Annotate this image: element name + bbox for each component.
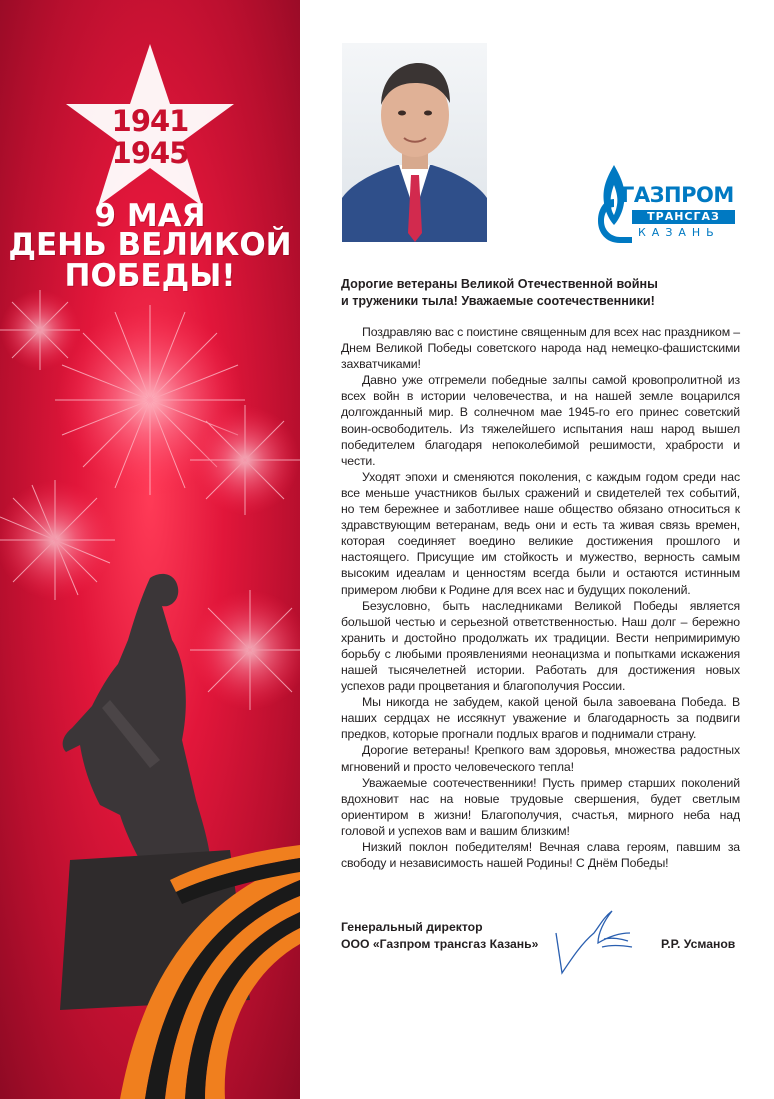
logo-city: КАЗАНЬ xyxy=(638,226,720,239)
letter-paragraph: Безусловно, быть наследниками Великой Победы является большой честью и серьезной ответственностью. Наш долг – бережно хранить и достойно продолжать их традиции. Вести непримиримую борьбу с любыми проявлениями неонацизма и попытками искажения нашей тысячелетней истории. Работать для достижения новых успехов ради процветания и благополучия России. xyxy=(341,598,740,694)
letter-paragraph: Низкий поклон победителям! Вечная слава героям, павшим за свободу и независимость нашей Родины! С Днём Победы! xyxy=(341,840,740,871)
company-name: ООО «Газпром трансгаз Казань» xyxy=(341,937,539,951)
signatory-name: Р.Р. Усманов xyxy=(661,937,736,951)
person-photo-icon xyxy=(342,43,487,242)
letter-paragraph: Мы никогда не забудем, какой ценой была завоевана Победа. В наших сердцах не иссякнут уважение и благодарность за подвиги предков, которые прогнали подлых врагов и поднимали страну. xyxy=(341,695,740,742)
letter-paragraph: Поздравляю вас с поистине священным для всех нас праздником – Днем Великой Победы советского народа над немецко-фашистскими захватчиками! xyxy=(341,325,740,372)
letter-paragraph: Уходят эпохи и сменяются поколения, с каждым годом среди нас все меньше участников былых сражений и свидетелей тех событий, но тем бережнее и заботливее наше общество обязано относиться к здравствующим ветеранам, ведь они и есть та живая связь времен, которая соединяет воедино великие достижения прошлого и настоящего. Присущие им стойкость и мужество, верность самым высоким идеалам и ценностям всегда были и остаются истинным примером любви к Родине для всех нас и будущих поколений. xyxy=(341,469,740,597)
gazprom-logo xyxy=(592,163,742,245)
banner-title-line: ДЕНЬ ВЕЛИКОЙ xyxy=(8,227,292,263)
letter-paragraph: Дорогие ветераны! Крепкого вам здоровья, множества радостных мгновений и просто человеческого тепла! xyxy=(341,743,740,774)
letter-body xyxy=(341,324,740,871)
congratulation-letter xyxy=(341,276,740,871)
position-title: Генеральный директор xyxy=(341,920,483,934)
logo-subtitle: ТРАНСГАЗ xyxy=(632,210,735,224)
greeting-line: и труженики тыла! Уважаемые соотечественники! xyxy=(341,294,655,308)
letter-greeting xyxy=(341,276,740,310)
handwritten-signature xyxy=(552,903,637,981)
holiday-banner xyxy=(0,0,300,1099)
year-start: 1941 xyxy=(111,104,189,138)
signatory-position xyxy=(341,919,538,953)
letter-paragraph: Уважаемые соотечественники! Пусть пример старших поколений вдохновит нас на новые трудовые свершения, будет светлым ориентиром в жизни! Благополучия, счастья, мирного неба над головой и успехов вам и вашим близким! xyxy=(341,775,740,838)
banner-title-line: ПОБЕДЫ! xyxy=(64,258,236,294)
greeting-line: Дорогие ветераны Великой Отечественной войны xyxy=(341,277,658,291)
victory-star xyxy=(62,42,238,212)
director-portrait xyxy=(342,43,487,242)
banner-title-date: 9 МАЯ xyxy=(94,198,206,234)
year-end: 1945 xyxy=(111,136,189,170)
logo-name: ГАЗПРОМ xyxy=(621,183,734,207)
letter-paragraph: Давно уже отгремели победные залпы самой кровопролитной из всех войн в истории человечества, и на нашей земле воцарился долгожданный мир. В солнечном мае 1945-го его принес советский воин-освободитель. Из тяжелейшего испытания наш народ вышел победителем благодаря непоколебимой решимости, храбрости и чести. xyxy=(341,373,740,468)
